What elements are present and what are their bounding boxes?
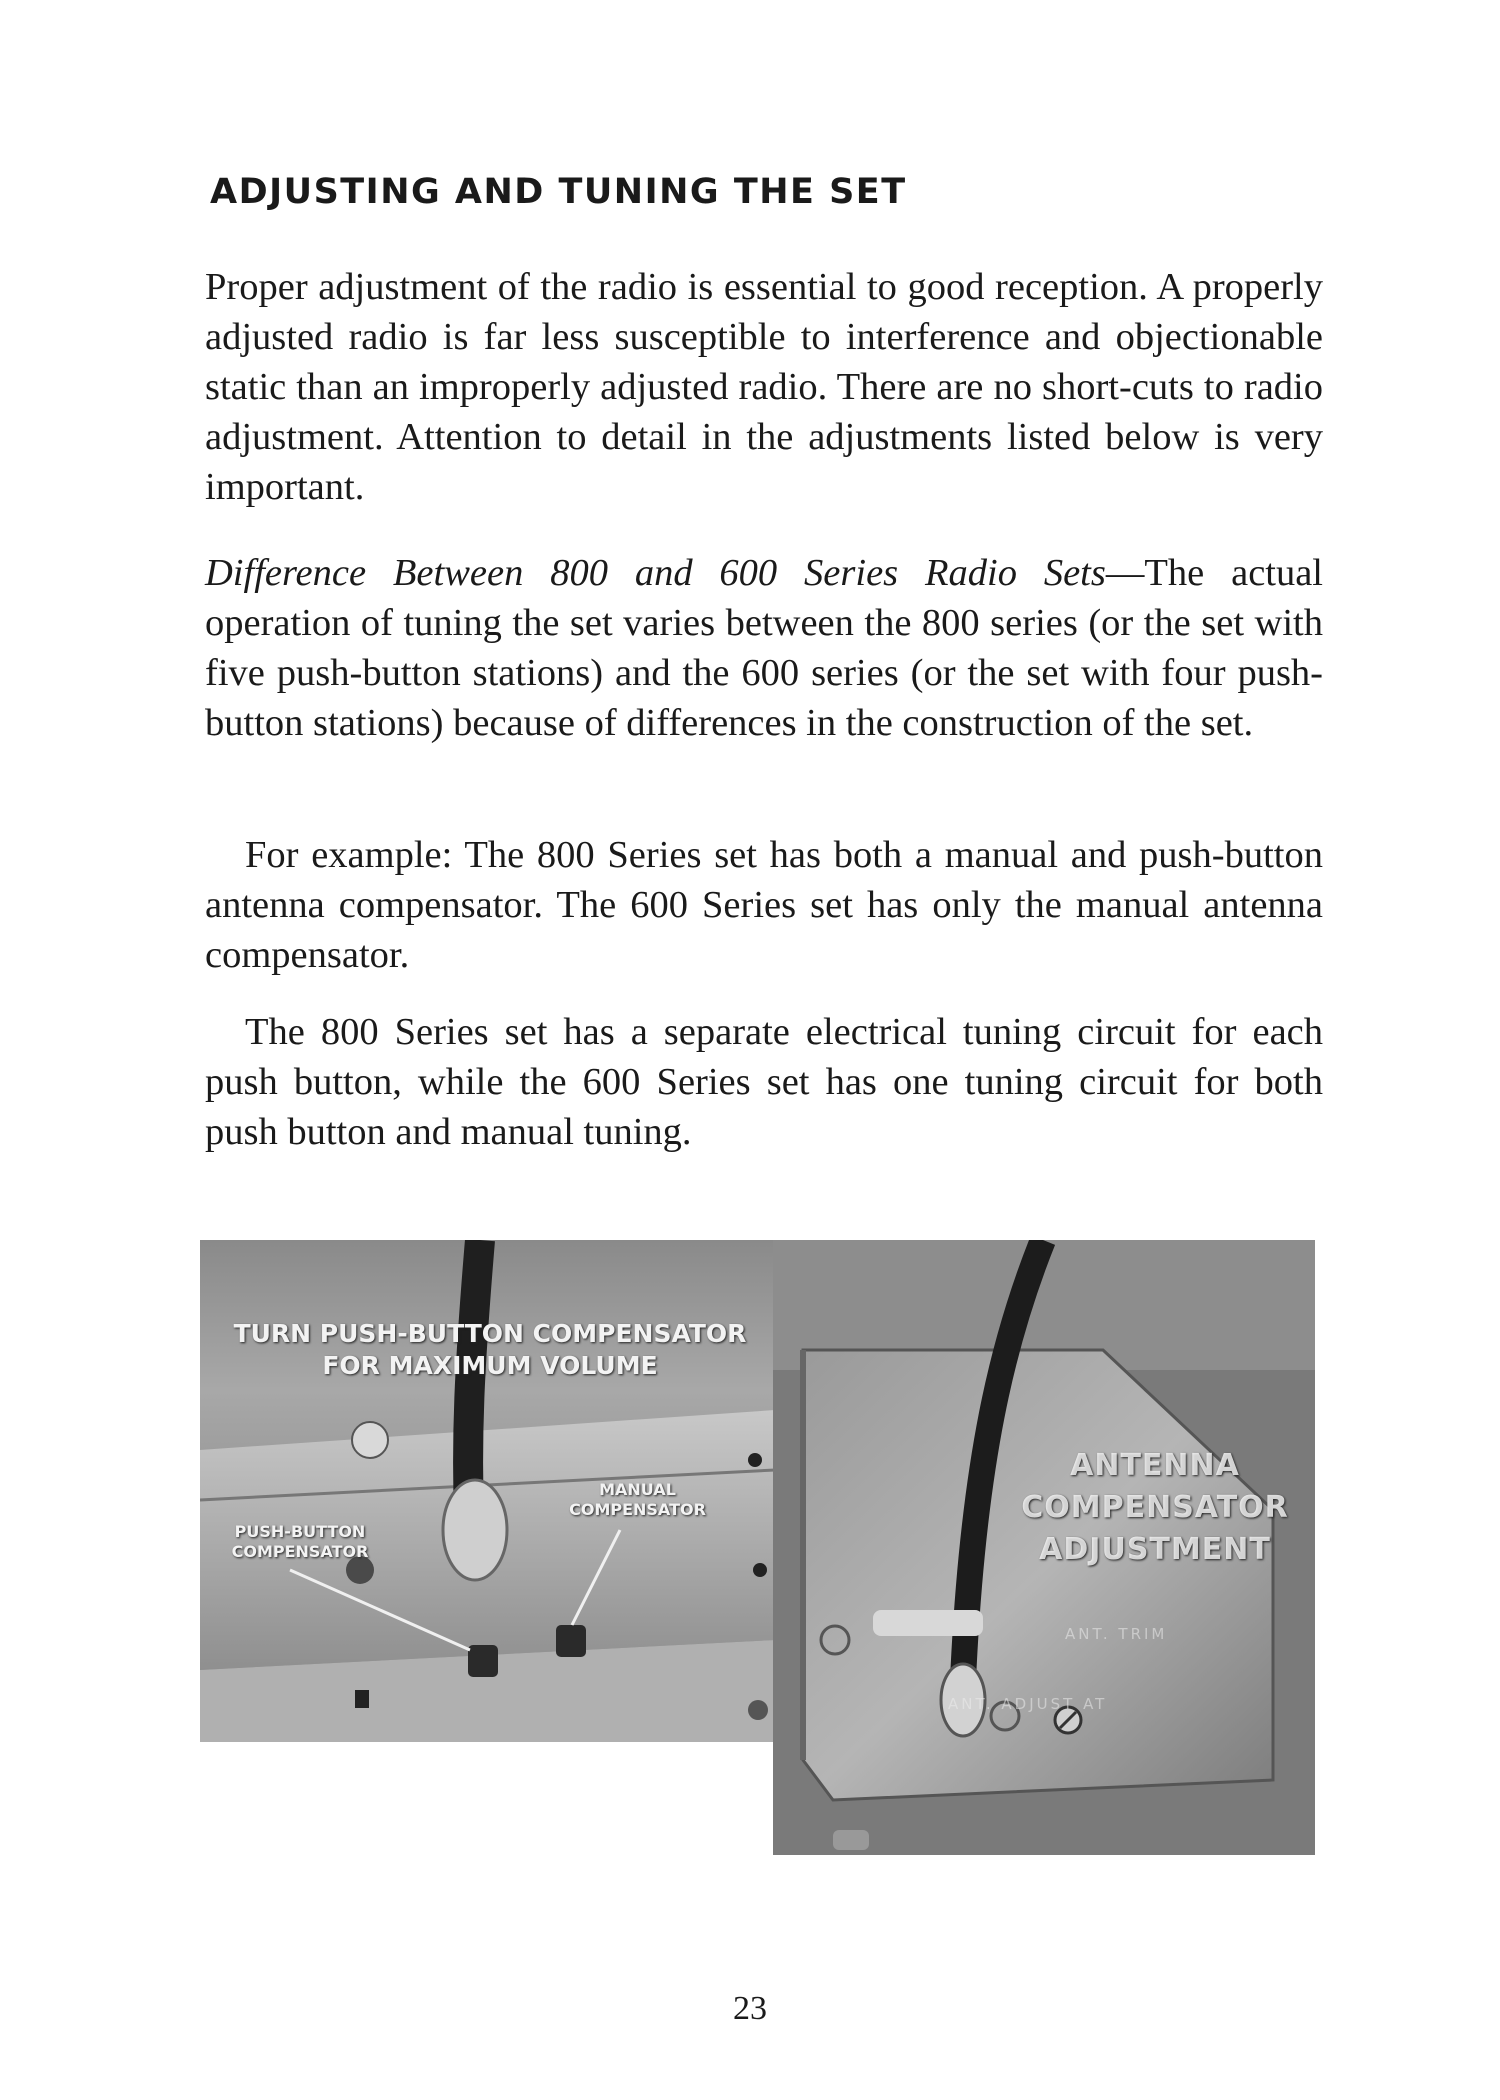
ant-adjust-etching: ANT. ADJUST AT: [948, 1695, 1108, 1713]
push-button-compensator-photo: [200, 1240, 775, 1742]
intro-paragraph: Proper adjustment of the radio is essential to good reception. A properly adjusted radio is far less susceptible to interference and objectionable static than an improperly adjusted radio. There are no short-cuts to radio adjustment. Attention to detail in the adjustments listed below is very important.: [205, 266, 1323, 508]
left-caption-line2: FOR MAXIMUM VOLUME: [322, 1351, 658, 1380]
page-number: 23: [733, 1990, 767, 2027]
series-difference-paragraph: [205, 548, 1323, 748]
series-difference-body: —The actual operation of tuning the set varies between the 800 series (or the set with five push-button stations) and the 600 series (or the set with four push-button stations) because of differences in the construction of the set.: [205, 552, 1324, 744]
push-label-line2: COMPENSATOR: [231, 1542, 369, 1561]
antenna-compensator-caption: [1005, 1445, 1305, 1571]
right-caption-line3: ADJUSTMENT: [1039, 1532, 1271, 1567]
manual-label-line1: MANUAL: [599, 1480, 676, 1499]
right-caption-line1: ANTENNA: [1070, 1448, 1240, 1483]
manual-label-line2: COMPENSATOR: [569, 1500, 706, 1519]
left-photo-caption: [210, 1318, 770, 1382]
ant-trim-etching: ANT. TRIM: [1065, 1625, 1168, 1643]
push-button-compensator-label: [220, 1522, 380, 1562]
push-label-line1: PUSH-BUTTON: [234, 1522, 366, 1541]
antenna-compensator-photo: [773, 1240, 1315, 1855]
section-heading: ADJUSTING AND TUNING THE SET: [210, 172, 907, 212]
manual-compensator-label: [540, 1480, 735, 1520]
series-difference-lead: Difference Between 800 and 600 Series Radio Sets: [205, 552, 1106, 594]
example-paragraph: For example: The 800 Series set has both a manual and push-button antenna compensator. The 600 Series set has only the manual antenna compensator.: [205, 834, 1323, 976]
right-caption-line2: COMPENSATOR: [1021, 1490, 1289, 1525]
tuning-circuit-paragraph: The 800 Series set has a separate electrical tuning circuit for each push button, while the 600 Series set has one tuning circuit for both push button and manual tuning.: [205, 1011, 1323, 1153]
left-caption-line1: TURN PUSH-BUTTON COMPENSATOR: [233, 1319, 747, 1348]
